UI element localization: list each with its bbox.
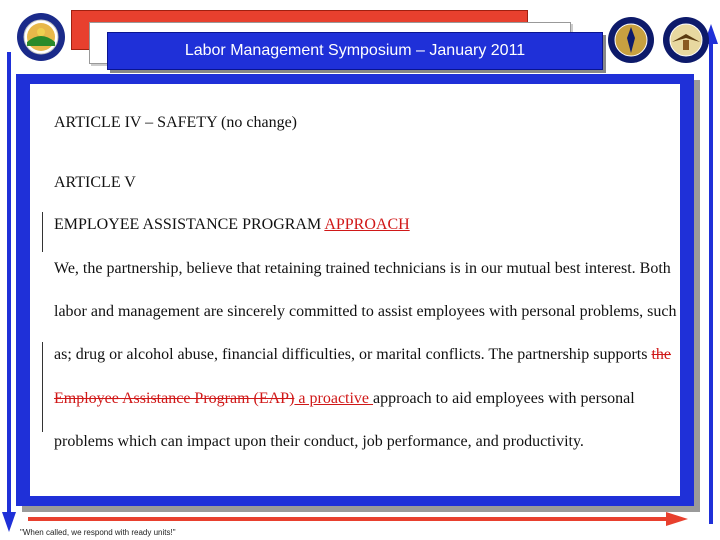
air-national-guard-seal-icon bbox=[662, 16, 710, 64]
article-iv-heading: ARTICLE IV – SAFETY (no change) bbox=[54, 114, 297, 131]
paragraph-text: approach to aid employees with personal bbox=[373, 390, 635, 407]
change-bar bbox=[42, 342, 43, 432]
ohio-state-seal-icon bbox=[16, 12, 66, 62]
bottom-horizontal-arrow bbox=[28, 512, 688, 526]
army-national-guard-seal-icon bbox=[607, 16, 655, 64]
paragraph-text: as; drug or alcohol abuse, financial difficulties, or marital conflicts. The partnership supports bbox=[54, 346, 652, 363]
section-heading bbox=[54, 216, 410, 234]
paragraph-line: problems which can impact upon their conduct, job performance, and productivity. bbox=[54, 433, 584, 450]
paragraph-line bbox=[54, 346, 671, 364]
inserted-text: APPROACH bbox=[324, 216, 410, 233]
section-heading-text: EMPLOYEE ASSISTANCE PROGRAM bbox=[54, 216, 325, 233]
article-v-heading: ARTICLE V bbox=[54, 174, 136, 191]
right-vertical-arrow bbox=[704, 24, 718, 524]
page-title: Labor Management Symposium – January 2011 bbox=[184, 42, 526, 59]
left-vertical-arrow bbox=[2, 52, 16, 532]
header-banner bbox=[107, 32, 603, 70]
inserted-text: a proactive bbox=[294, 390, 374, 407]
deleted-text: Employee Assistance Program (EAP) bbox=[54, 390, 295, 407]
document-page bbox=[30, 84, 680, 496]
footer-motto: "When called, we respond with ready units!" bbox=[20, 528, 176, 537]
paragraph-line: labor and management are sincerely committed to assist employees with personal problems, such bbox=[54, 303, 677, 320]
change-bar bbox=[42, 212, 43, 252]
deleted-text: the bbox=[651, 346, 672, 363]
paragraph-line bbox=[54, 390, 635, 408]
paragraph-line: We, the partnership, believe that retaining trained technicians is in our mutual best interest. Both bbox=[54, 260, 671, 277]
